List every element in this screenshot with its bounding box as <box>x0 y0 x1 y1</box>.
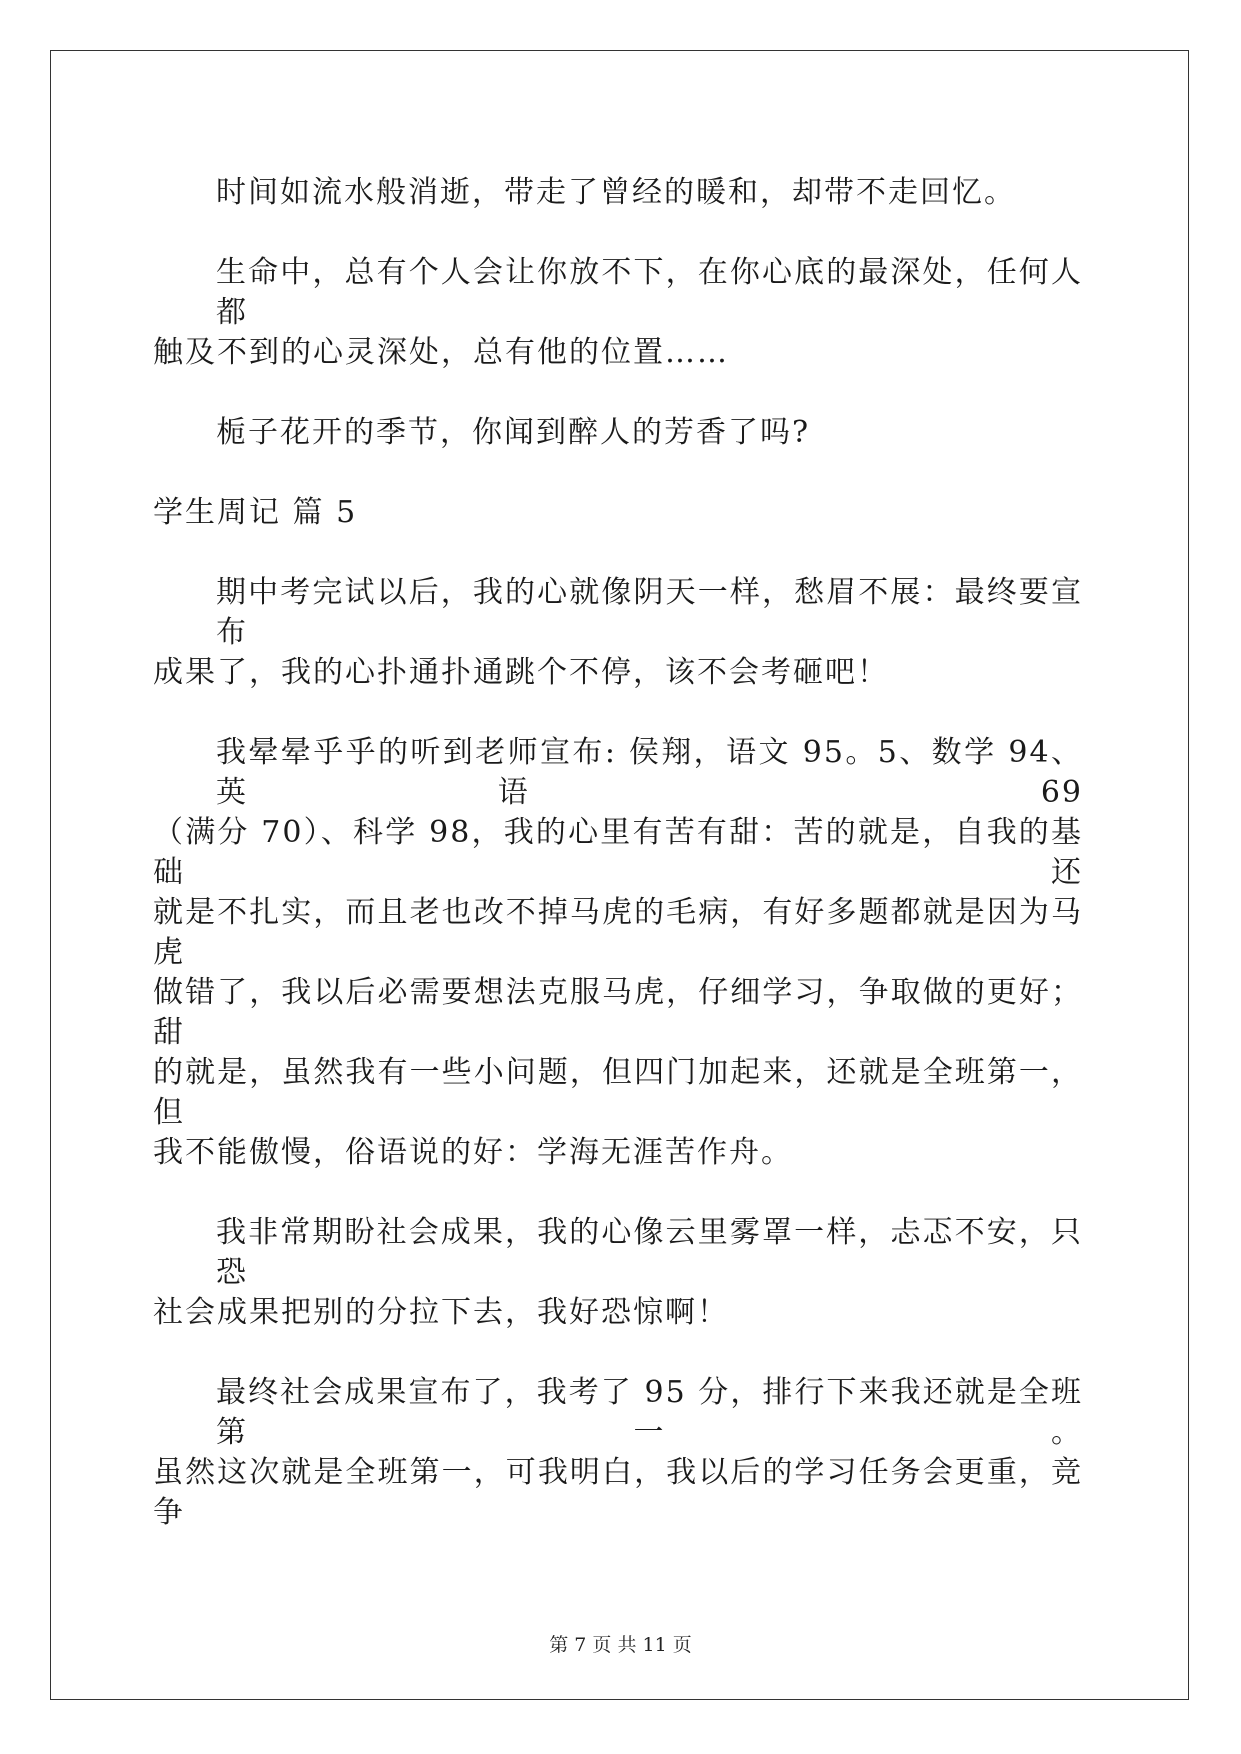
paragraph-line: 时间如流水般消逝，带走了曾经的暖和，却带不走回忆。 <box>216 175 1016 210</box>
paragraph-line: 我非常期盼社会成果，我的心像云里雾罩一样，忐忑不安，只恐 <box>216 1215 1083 1290</box>
paragraph-line: 虽然这次就是全班第一，可我明白，我以后的学习任务会更重，竞争 <box>153 1455 1083 1530</box>
paragraph-line: 成果了，我的心扑通扑通跳个不停，该不会考砸吧！ <box>153 655 889 690</box>
paragraph-line: 我不能傲慢，俗语说的好：学海无涯苦作舟。 <box>153 1135 793 1170</box>
paragraph-line: 社会成果把别的分拉下去，我好恐惊啊！ <box>153 1295 729 1330</box>
paragraph-line: 最终社会成果宣布了，我考了 95 分，排行下来我还就是全班第一。 <box>216 1375 1083 1450</box>
page-number-footer: 第 7 页 共 11 页 <box>549 1634 692 1656</box>
paragraph-line: 栀子花开的季节，你闻到醉人的芳香了吗? <box>216 415 811 450</box>
paragraph-line: 我晕晕乎乎的听到老师宣布: 侯翔，语文 95。5、数学 94、英语 69 <box>216 735 1083 810</box>
paragraph-line: 的就是，虽然我有一些小问题，但四门加起来，还就是全班第一，但 <box>153 1055 1083 1130</box>
paragraph-line: 触及不到的心灵深处，总有他的位置…… <box>153 335 729 370</box>
section-heading: 学生周记 篇 5 <box>153 495 358 530</box>
paragraph-line: 就是不扎实，而且老也改不掉马虎的毛病，有好多题都就是因为马虎 <box>153 895 1083 970</box>
paragraph-line: 做错了，我以后必需要想法克服马虎，仔细学习，争取做的更好；甜 <box>153 975 1083 1050</box>
paragraph-line: 生命中，总有个人会让你放不下，在你心底的最深处，任何人都 <box>216 255 1083 330</box>
paragraph-line: 期中考完试以后，我的心就像阴天一样，愁眉不展：最终要宣布 <box>216 575 1083 650</box>
paragraph-line: （满分 70）、科学 98，我的心里有苦有甜：苦的就是，自我的基础还 <box>153 815 1083 890</box>
